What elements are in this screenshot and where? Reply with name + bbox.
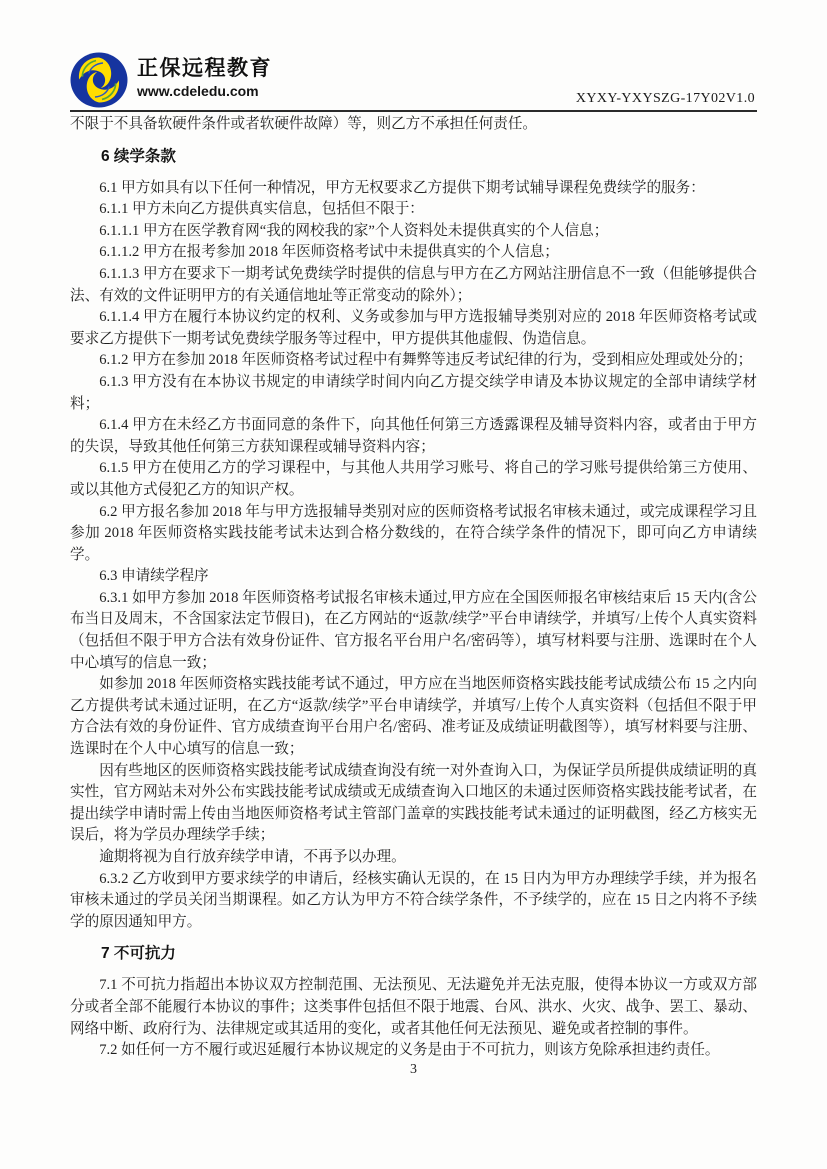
- paragraph: 6.1 甲方如具有以下任何一种情况，甲方无权要求乙方提供下期考试辅导课程免费续学的服务：: [99, 179, 705, 196]
- section-heading: 6 续学条款: [101, 147, 176, 165]
- paragraph: 6.1.1.3 甲方在要求下一期考试免费续学时提供的信息与甲方在乙方网站注册信息不一致（但能够提供合法、有效的文件证明甲方的有关通信地址等正常变动的除外）；: [70, 265, 757, 304]
- paragraph: 6.3.1 如甲方参加 2018 年医师资格考试报名审核未通过,甲方应在全国医师报名审核结束后 15 天内(含公布当日及周末，不含国家法定节假日)，在乙方网站的“返款/续学”平台申请续学，并填写/上传个人真实资料（包括但不限于甲方合法有效身份证件、官方报名平台用户名/密码等），填写材料要与注册、选课时在个人中心填写的信息一致；: [70, 589, 757, 671]
- paragraph: 6.1.2 甲方在参加 2018 年医师资格考试过程中有舞弊等违反考试纪律的行为，受到相应处理或处分的；: [99, 352, 753, 369]
- paragraph: 6.1.5 甲方在使用乙方的学习课程中，与其他人共用学习账号、将自己的学习账号提供给第三方使用、或以其他方式侵犯乙方的知识产权。: [70, 460, 757, 498]
- paragraph: 6.1.1 甲方未向乙方提供真实信息，包括但不限于：: [99, 201, 424, 218]
- section-heading: 7 不可抗力: [101, 945, 176, 963]
- paragraph: 6.1.3 甲方没有在本协议书规定的申请续学时间内向乙方提交续学申请及本协议规定的全部申请续学材料；: [70, 373, 757, 412]
- brand: [70, 52, 272, 108]
- document-code: XYXY-YXYSZG-17Y02V1.0: [575, 91, 755, 106]
- brand-text: [137, 52, 272, 100]
- paragraph: 逾期将视为自行放弃续学申请，不再予以办理。: [99, 849, 406, 865]
- paragraph: 不限于不具备软硬件条件或者软硬件故障）等，则乙方不承担任何责任。: [70, 116, 538, 132]
- paragraph: 6.3 申请续学程序: [99, 568, 209, 585]
- paragraph: 6.1.1.4 甲方在履行本协议约定的权利、义务或参加与甲方选报辅导类别对应的 2018 年医师资格考试或要求乙方提供下一期考试免费续学服务等过程中，甲方提供其他虚假、伪造信息。: [70, 309, 757, 347]
- brand-logo-swirl-icon: [70, 52, 128, 108]
- page-number: 3: [410, 1062, 417, 1077]
- paragraph: 6.1.1.1 甲方在医学教育网“我的网校我的家”个人资料处未提供真实的个人信息；: [99, 222, 609, 239]
- brand-name: 正保远程教育: [137, 57, 272, 80]
- paragraph: 7.1 不可抗力指超出本协议双方控制范围、无法预见、无法避免并无法克服，使得本协议一方或双方部分或者全部不能履行本协议的事件；这类事件包括但不限于地震、台风、洪水、火灾、战争、罢工、暴动、网络中断、政府行为、法律规定或其适用的变化，或者其他任何无法预见、避免或者控制的事件。: [70, 977, 757, 1037]
- paragraph: 6.1.4 甲方在未经乙方书面同意的条件下，向其他任何第三方透露课程及辅导资料内容，或者由于甲方的失误，导致其他任何第三方获知课程或辅导资料内容；: [70, 417, 757, 455]
- page-footer: [0, 1062, 827, 1078]
- page-header: [70, 50, 757, 112]
- paragraph: 6.3.2 乙方收到甲方要求续学的申请后，经核实确认无误的，在 15 日内为甲方办理续学手续，并为报名审核未通过的学员关闭当期课程。如乙方认为甲方不符合续学条件，不予续学的，应在 15 日之内将不予续学的原因通知甲方。: [70, 870, 757, 930]
- paragraph: 6.1.1.2 甲方在报考参加 2018 年医师资格考试中未提供真实的个人信息；: [99, 244, 559, 261]
- brand-url: www.cdeledu.com: [137, 83, 259, 99]
- paragraph: 因有些地区的医师资格实践技能考试成绩查询没有统一对外查询入口，为保证学员所提供成绩证明的真实性，官方网站未对外公布实践技能考试成绩或无成绩查询入口地区的未通过医师资格实践技能考试者，在提出续学申请时需上传由当地医师资格考试主管部门盖章的实践技能考试未通过的证明截图，经乙方核实无误后，将为学员办理续学手续；: [70, 762, 757, 844]
- document-body: [70, 114, 757, 1062]
- paragraph: 7.2 如任何一方不履行或迟延履行本协议规定的义务是由于不可抗力，则该方免除承担违约责任。: [99, 1042, 720, 1059]
- paragraph: 6.2 甲方报名参加 2018 年与甲方选报辅导类别对应的医师资格考试报名审核未通过，或完成课程学习且参加 2018 年医师资格实践技能考试未达到合格分数线的，在符合续学条件的情况下，即可向乙方申请续学。: [70, 503, 757, 563]
- paragraph: 如参加 2018 年医师资格实践技能考试不通过，甲方应在当地医师资格实践技能考试成绩公布 15 之内向乙方提供考试未通过证明，在乙方“返款/续学”平台申请续学，并填写/上传个人真实资料（包括但不限于甲方合法有效的身份证件、官方成绩查询平台用户名/密码、准考证及成绩证明截图等），填写材料要与注册、选课时在个人中心填写的信息一致；: [70, 676, 757, 758]
